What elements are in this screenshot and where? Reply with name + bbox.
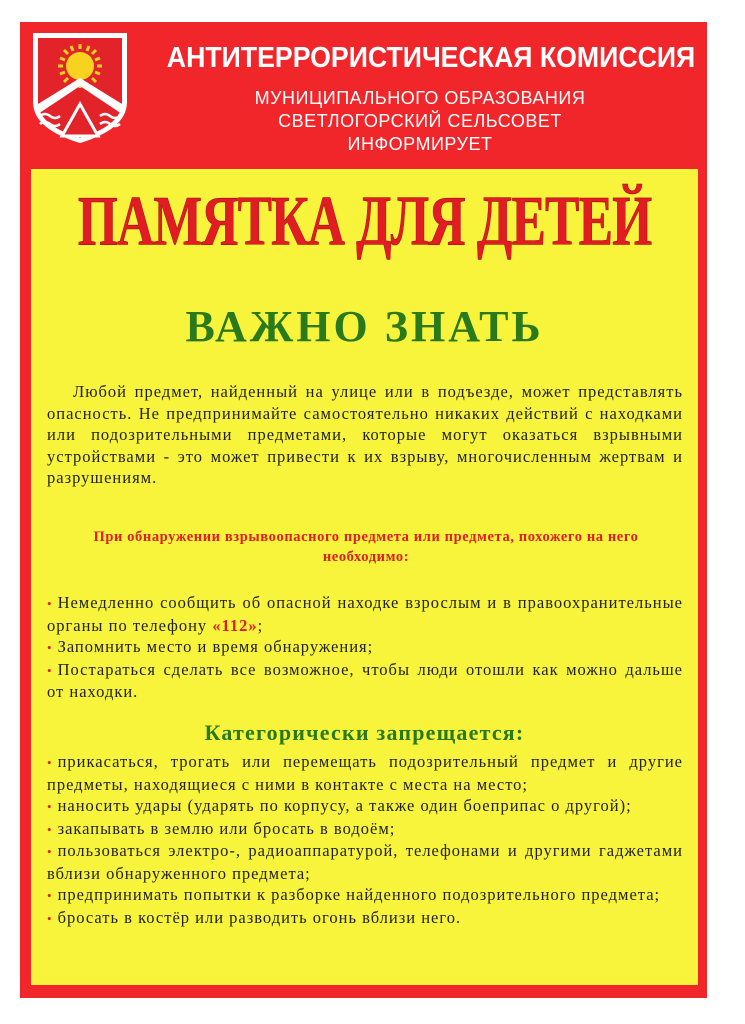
list-item [47, 592, 683, 636]
coat-of-arms-icon [32, 32, 128, 144]
main-title: ПАМЯТКА ДЛЯ ДЕТЕЙ [77, 182, 652, 261]
prohibited-list [47, 751, 683, 929]
prohibited-text: бросать в костёр или разводить огонь вблизи него. [57, 907, 462, 927]
bullet-icon: • [47, 844, 53, 859]
emergency-phone: «112» [212, 615, 258, 635]
action-text: Немедленно сообщить об опасной находке взрослым и в правоохранительные органы по телефону [47, 593, 683, 635]
action-text: Постараться сделать все возможное, чтобы люди отошли как можно дальше от находки. [47, 659, 683, 701]
instruction-heading: При обнаружении взрывоопасного предмета или предмета, похожего на него необходимо: [93, 529, 639, 565]
bullet-icon: • [47, 662, 53, 678]
actions-list [47, 592, 683, 703]
subtitle-line-3: ИНФОРМИРУЕТ [347, 134, 493, 154]
intro-paragraph: Любой предмет, найденный на улице или в подъезде, может представлять опасность. Не предпринимайте самостоятельно никаких действий с находками или подозрительными предметами, которые могут оказаться взрывными устройствами - это может привести к их взрыву, многочисленным жертвам и разрушениям. [47, 382, 683, 487]
bullet-icon: • [47, 888, 53, 903]
list-item [47, 751, 683, 795]
content-panel [31, 169, 698, 985]
prohibited-text: предпринимать попытки к разборке найденного подозрительного предмета; [57, 885, 661, 904]
prohibited-text: закапывать в землю или бросать в водоём; [57, 818, 396, 838]
prohibited-text: наносить удары (ударять по корпусу, а также один боеприпас о другой); [57, 796, 632, 815]
bullet-icon: • [47, 755, 53, 770]
bullet-icon: • [47, 821, 53, 837]
action-end: ; [257, 615, 264, 635]
list-item [47, 795, 683, 818]
subtitle-line-1: МУНИЦИПАЛЬНОГО ОБРАЗОВАНИЯ [254, 88, 586, 108]
bullet-icon: • [47, 910, 53, 926]
prohibited-heading: Категорически запрещается: [204, 720, 525, 745]
bullet-icon: • [47, 799, 53, 814]
list-item [47, 884, 683, 907]
sub-title: ВАЖНО ЗНАТЬ [185, 302, 544, 351]
commission-title: АНТИТЕРРОРИСТИЧЕСКАЯ КОМИССИЯ [166, 42, 696, 74]
subtitle-line-2: СВЕТЛОГОРСКИЙ СЕЛЬСОВЕТ [278, 111, 562, 131]
list-item [47, 907, 683, 930]
list-item [47, 659, 683, 703]
poster [20, 22, 707, 998]
bullet-icon: • [47, 596, 53, 611]
list-item [47, 840, 683, 884]
prohibited-text: пользоваться электро-, радиоаппаратурой, телефонами и другими гаджетами вблизи обнаруженного предмета; [47, 841, 683, 883]
action-text: Запомнить место и время обнаружения; [57, 637, 374, 656]
header [20, 22, 707, 169]
list-item [47, 636, 683, 659]
prohibited-text: прикасаться, трогать или перемещать подозрительный предмет и другие предметы, находящиеся с ними в контакте с места на место; [47, 752, 683, 794]
bullet-icon: • [47, 640, 53, 655]
list-item [47, 818, 683, 841]
